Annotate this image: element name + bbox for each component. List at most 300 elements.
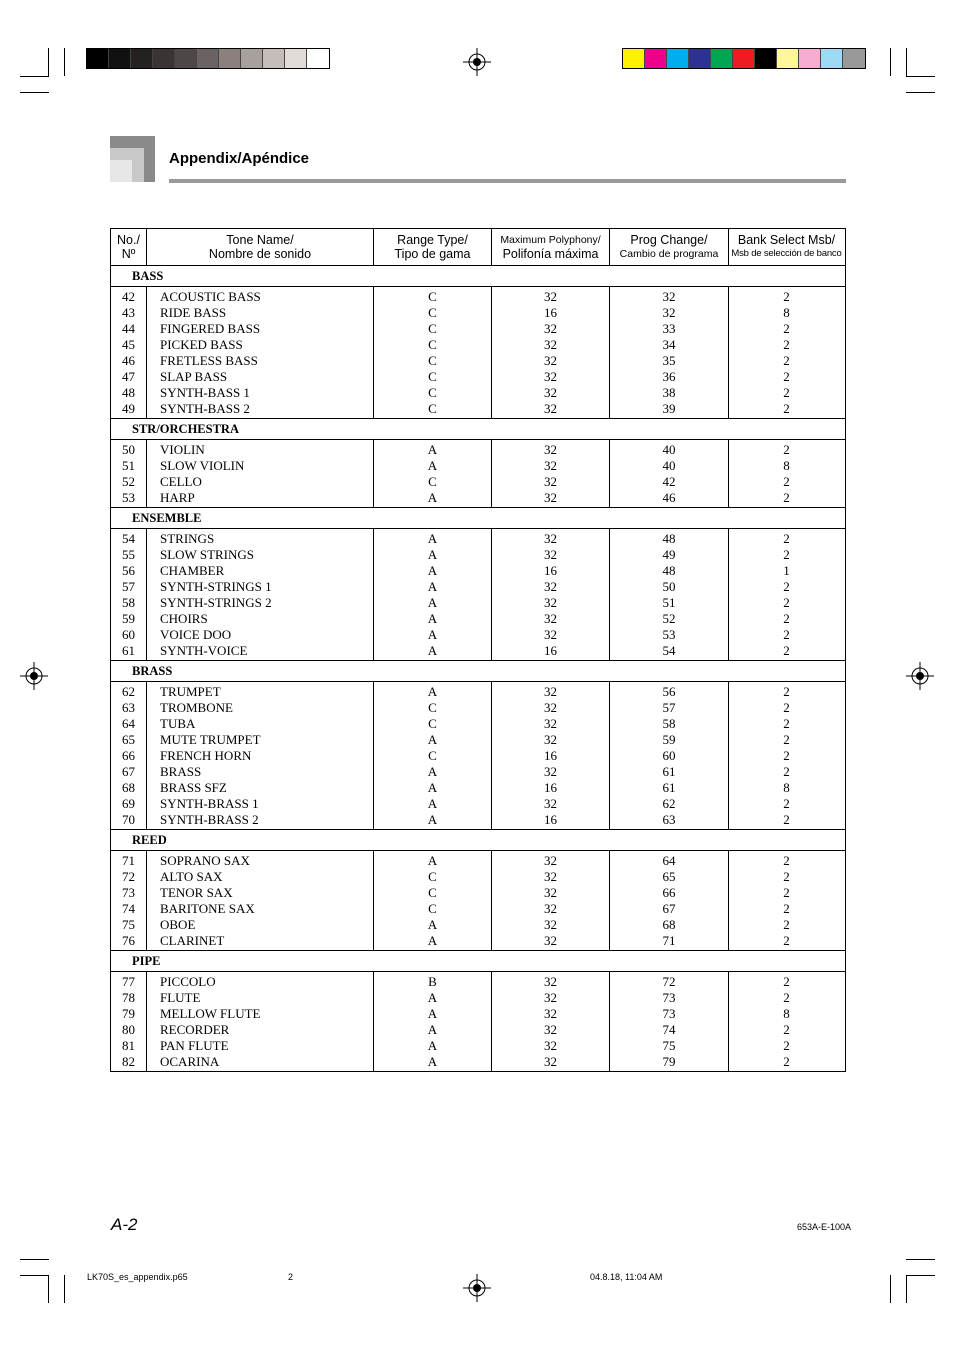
tone-number-cell: 47 bbox=[122, 369, 135, 384]
prog-change-cell: 66 bbox=[662, 885, 676, 900]
range-type-cell: C bbox=[428, 716, 437, 731]
tone-name-cell: SYNTH-STRINGS 2 bbox=[160, 595, 272, 610]
prog-change-cell: 49 bbox=[662, 547, 676, 562]
tone-number-cell: 62 bbox=[122, 684, 135, 699]
category-header: STR/ORCHESTRA bbox=[111, 419, 845, 440]
bank-select-msb-column bbox=[729, 287, 844, 418]
tone-number-cell: 72 bbox=[122, 869, 135, 884]
bank-select-msb-cell: 2 bbox=[783, 353, 790, 368]
tone-name-cell: OCARINA bbox=[160, 1054, 220, 1069]
prog-change-cell: 48 bbox=[662, 531, 676, 546]
calibration-swatch bbox=[821, 49, 843, 68]
document-code: 653A-E-100A bbox=[797, 1222, 852, 1232]
prog-change-cell: 79 bbox=[662, 1054, 676, 1069]
max-polyphony-cell: 16 bbox=[544, 563, 557, 578]
prog-change-cell: 71 bbox=[662, 933, 676, 948]
tone-group bbox=[111, 972, 845, 1071]
tone-name-cell: RECORDER bbox=[160, 1022, 230, 1037]
range-type-column bbox=[374, 972, 492, 1071]
tone-number-cell: 58 bbox=[122, 595, 135, 610]
tone-number-cell: 75 bbox=[122, 917, 135, 932]
range-type-column bbox=[374, 682, 492, 829]
max-polyphony-cell: 32 bbox=[544, 700, 557, 715]
bank-select-msb-cell: 2 bbox=[783, 885, 790, 900]
header-line: Prog Change/ bbox=[630, 233, 708, 247]
prog-change-cell: 67 bbox=[662, 901, 676, 916]
tone-number-cell: 45 bbox=[122, 337, 135, 352]
calibration-swatch bbox=[843, 49, 865, 68]
tone-name-cell: SOPRANO SAX bbox=[160, 853, 250, 868]
prog-change-cell: 74 bbox=[662, 1022, 676, 1037]
bank-select-msb-cell: 2 bbox=[783, 748, 790, 763]
max-polyphony-cell: 32 bbox=[544, 547, 557, 562]
max-polyphony-cell: 16 bbox=[544, 780, 557, 795]
tone-group bbox=[111, 682, 845, 830]
tone-number-cell: 59 bbox=[122, 611, 135, 626]
tone-name-column bbox=[147, 972, 374, 1071]
tone-number-cell: 82 bbox=[122, 1054, 135, 1069]
tone-number-cell: 71 bbox=[122, 853, 135, 868]
range-type-cell: A bbox=[427, 595, 438, 610]
header-line: Nº bbox=[121, 247, 136, 261]
max-polyphony-cell: 32 bbox=[544, 885, 557, 900]
tone-number-cell: 69 bbox=[122, 796, 135, 811]
header-line: Tone Name/ bbox=[226, 233, 294, 247]
bank-select-msb-column bbox=[729, 972, 844, 1071]
max-polyphony-column bbox=[492, 972, 610, 1071]
prog-change-cell: 34 bbox=[662, 337, 676, 352]
range-type-cell: C bbox=[428, 321, 437, 336]
range-type-cell: C bbox=[428, 869, 437, 884]
header-rule bbox=[169, 179, 846, 183]
prog-change-cell: 40 bbox=[662, 458, 676, 473]
header-line: Msb de selección de banco bbox=[731, 248, 842, 259]
max-polyphony-column bbox=[492, 440, 610, 507]
range-type-cell: A bbox=[427, 732, 438, 747]
crop-mark bbox=[64, 1275, 65, 1303]
calibration-swatch bbox=[109, 49, 131, 68]
tone-name-cell: SLOW VIOLIN bbox=[160, 458, 245, 473]
prog-change-cell: 72 bbox=[662, 974, 676, 989]
crop-mark bbox=[20, 92, 49, 93]
tone-name-cell: SYNTH-BRASS 2 bbox=[160, 812, 259, 827]
category-header: BRASS bbox=[111, 661, 845, 682]
prog-change-cell: 46 bbox=[662, 490, 676, 505]
bank-select-msb-cell: 8 bbox=[783, 1006, 790, 1021]
bank-select-msb-cell: 8 bbox=[783, 305, 790, 320]
tone-name-cell: PICKED BASS bbox=[160, 337, 243, 352]
range-type-cell: C bbox=[428, 369, 437, 384]
tone-name-cell: BRASS bbox=[160, 764, 202, 779]
tone-name-cell: SYNTH-BASS 2 bbox=[160, 401, 250, 416]
range-type-column bbox=[374, 529, 492, 660]
range-type-column bbox=[374, 440, 492, 507]
tone-number-cell: 56 bbox=[122, 563, 135, 578]
max-polyphony-cell: 32 bbox=[544, 716, 557, 731]
max-polyphony-cell: 32 bbox=[544, 1038, 557, 1053]
range-type-cell: A bbox=[427, 1054, 438, 1069]
bank-select-msb-cell: 2 bbox=[783, 732, 790, 747]
tone-number-cell: 60 bbox=[122, 627, 135, 642]
tone-number-cell: 48 bbox=[122, 385, 135, 400]
bank-select-msb-cell: 2 bbox=[783, 853, 790, 868]
prog-change-cell: 64 bbox=[662, 853, 676, 868]
bank-select-msb-cell: 2 bbox=[783, 974, 790, 989]
calibration-swatch bbox=[645, 49, 667, 68]
category-header: ENSEMBLE bbox=[111, 508, 845, 529]
prog-change-cell: 51 bbox=[662, 595, 676, 610]
tone-number-cell: 81 bbox=[122, 1038, 135, 1053]
max-polyphony-cell: 32 bbox=[544, 853, 557, 868]
tone-number-cell: 70 bbox=[122, 812, 135, 827]
range-type-cell: A bbox=[427, 563, 438, 578]
max-polyphony-cell: 32 bbox=[544, 474, 557, 489]
calibration-swatch bbox=[87, 49, 109, 68]
max-polyphony-cell: 32 bbox=[544, 1022, 557, 1037]
max-polyphony-cell: 16 bbox=[544, 305, 557, 320]
bank-select-msb-cell: 2 bbox=[783, 643, 790, 658]
max-polyphony-cell: 32 bbox=[544, 401, 557, 416]
tone-number-cell: 57 bbox=[122, 579, 135, 594]
tone-number-cell: 49 bbox=[122, 401, 135, 416]
bank-select-msb-cell: 2 bbox=[783, 579, 790, 594]
prog-change-cell: 36 bbox=[662, 369, 676, 384]
tone-number-cell: 54 bbox=[122, 531, 135, 546]
bank-select-msb-cell: 2 bbox=[783, 1038, 790, 1053]
bank-select-msb-cell: 2 bbox=[783, 933, 790, 948]
page-title: Appendix/Apéndice bbox=[169, 150, 310, 167]
crop-mark bbox=[48, 1275, 49, 1303]
tone-name-cell: CLARINET bbox=[160, 933, 225, 948]
header-line: No./ bbox=[117, 233, 140, 247]
range-type-column bbox=[374, 851, 492, 950]
tone-name-cell: SYNTH-BASS 1 bbox=[160, 385, 250, 400]
bank-select-msb-column bbox=[729, 529, 844, 660]
range-type-cell: C bbox=[428, 748, 437, 763]
prog-change-cell: 60 bbox=[662, 748, 676, 763]
bank-select-msb-cell: 2 bbox=[783, 531, 790, 546]
tone-name-cell: STRINGS bbox=[160, 531, 215, 546]
tone-number-cell: 55 bbox=[122, 547, 135, 562]
calibration-swatch bbox=[777, 49, 799, 68]
max-polyphony-cell: 16 bbox=[544, 812, 557, 827]
prog-change-cell: 73 bbox=[662, 1006, 676, 1021]
registration-mark-icon bbox=[463, 48, 491, 76]
calibration-swatch bbox=[131, 49, 153, 68]
range-type-cell: C bbox=[428, 901, 437, 916]
tone-number-cell: 74 bbox=[122, 901, 135, 916]
category-header: REED bbox=[111, 830, 845, 851]
calibration-swatch bbox=[175, 49, 197, 68]
tone-group bbox=[111, 529, 845, 661]
registration-mark-icon bbox=[906, 662, 934, 690]
tone-number-cell: 52 bbox=[122, 474, 135, 489]
crop-mark bbox=[20, 1275, 49, 1276]
bank-select-msb-cell: 2 bbox=[783, 490, 790, 505]
max-polyphony-cell: 32 bbox=[544, 990, 557, 1005]
calibration-swatch bbox=[263, 49, 285, 68]
prog-change-column bbox=[610, 851, 729, 950]
crop-mark bbox=[906, 48, 907, 76]
crop-mark bbox=[64, 48, 65, 76]
calibration-swatch bbox=[219, 49, 241, 68]
calibration-swatch bbox=[711, 49, 733, 68]
bank-select-msb-cell: 2 bbox=[783, 401, 790, 416]
range-type-cell: A bbox=[427, 764, 438, 779]
tone-number-cell: 51 bbox=[122, 458, 135, 473]
range-type-cell: C bbox=[428, 353, 437, 368]
tone-name-column bbox=[147, 529, 374, 660]
range-type-cell: A bbox=[427, 1022, 438, 1037]
tone-name-column bbox=[147, 851, 374, 950]
tone-number-cell: 61 bbox=[122, 643, 135, 658]
range-type-cell: A bbox=[427, 684, 438, 699]
tone-name-cell: ACOUSTIC BASS bbox=[160, 289, 261, 304]
tone-name-cell: BARITONE SAX bbox=[160, 901, 255, 916]
header-line: Range Type/ bbox=[397, 233, 468, 247]
max-polyphony-cell: 32 bbox=[544, 490, 557, 505]
tone-number-column bbox=[111, 287, 147, 418]
tone-number-cell: 46 bbox=[122, 353, 135, 368]
header-line: Bank Select Msb/ bbox=[737, 233, 836, 247]
crop-mark bbox=[890, 1275, 891, 1303]
bank-select-msb-cell: 2 bbox=[783, 442, 790, 457]
header-decoration bbox=[110, 160, 132, 182]
tone-number-column bbox=[111, 440, 147, 507]
tone-number-cell: 43 bbox=[122, 305, 135, 320]
timestamp: 04.8.18, 11:04 AM bbox=[590, 1272, 663, 1282]
sheet-number: 2 bbox=[288, 1272, 294, 1282]
crop-mark bbox=[906, 1275, 907, 1303]
range-type-cell: A bbox=[427, 1038, 438, 1053]
prog-change-cell: 61 bbox=[662, 764, 676, 779]
bank-select-msb-cell: 2 bbox=[783, 869, 790, 884]
max-polyphony-cell: 32 bbox=[544, 531, 557, 546]
prog-change-cell: 53 bbox=[662, 627, 676, 642]
bank-select-msb-cell: 2 bbox=[783, 764, 790, 779]
range-type-cell: A bbox=[427, 442, 438, 457]
tone-name-cell: TENOR SAX bbox=[160, 885, 233, 900]
calibration-swatch bbox=[689, 49, 711, 68]
range-type-cell: A bbox=[427, 796, 438, 811]
tone-name-cell: MUTE TRUMPET bbox=[160, 732, 261, 747]
tone-number-cell: 80 bbox=[122, 1022, 135, 1037]
range-type-cell: C bbox=[428, 385, 437, 400]
tone-name-cell: CHOIRS bbox=[160, 611, 208, 626]
bank-select-msb-cell: 2 bbox=[783, 385, 790, 400]
range-type-cell: A bbox=[427, 458, 438, 473]
max-polyphony-column bbox=[492, 287, 610, 418]
prog-change-cell: 68 bbox=[662, 917, 676, 932]
max-polyphony-cell: 32 bbox=[544, 611, 557, 626]
tone-number-cell: 73 bbox=[122, 885, 135, 900]
range-type-cell: B bbox=[428, 974, 437, 989]
bank-select-msb-cell: 2 bbox=[783, 812, 790, 827]
max-polyphony-cell: 32 bbox=[544, 442, 557, 457]
calibration-swatch bbox=[307, 49, 329, 68]
range-type-cell: A bbox=[427, 853, 438, 868]
calibration-swatch bbox=[285, 49, 307, 68]
max-polyphony-cell: 32 bbox=[544, 595, 557, 610]
calibration-swatch bbox=[667, 49, 689, 68]
bank-select-msb-cell: 2 bbox=[783, 369, 790, 384]
tone-number-cell: 64 bbox=[122, 716, 135, 731]
range-type-column bbox=[374, 287, 492, 418]
bank-select-msb-cell: 2 bbox=[783, 917, 790, 932]
range-type-cell: A bbox=[427, 1006, 438, 1021]
max-polyphony-cell: 32 bbox=[544, 458, 557, 473]
crop-mark bbox=[906, 1259, 935, 1260]
max-polyphony-cell: 32 bbox=[544, 353, 557, 368]
max-polyphony-cell: 32 bbox=[544, 321, 557, 336]
tone-number-cell: 44 bbox=[122, 321, 135, 336]
tone-number-column bbox=[111, 972, 147, 1071]
tone-name-column bbox=[147, 287, 374, 418]
max-polyphony-column bbox=[492, 851, 610, 950]
calibration-swatch bbox=[153, 49, 175, 68]
max-polyphony-cell: 32 bbox=[544, 796, 557, 811]
tone-number-column bbox=[111, 851, 147, 950]
tone-name-cell: HARP bbox=[160, 490, 195, 505]
tone-name-cell: TROMBONE bbox=[160, 700, 233, 715]
color-calibration-bar bbox=[622, 48, 866, 69]
tone-name-cell: TRUMPET bbox=[160, 684, 221, 699]
tone-number-cell: 79 bbox=[122, 1006, 135, 1021]
range-type-cell: C bbox=[428, 885, 437, 900]
calibration-swatch bbox=[623, 49, 645, 68]
tone-number-cell: 63 bbox=[122, 700, 135, 715]
max-polyphony-cell: 32 bbox=[544, 579, 557, 594]
header-tone-name bbox=[147, 229, 374, 265]
bank-select-msb-cell: 2 bbox=[783, 337, 790, 352]
bank-select-msb-cell: 2 bbox=[783, 684, 790, 699]
range-type-cell: C bbox=[428, 289, 437, 304]
max-polyphony-cell: 32 bbox=[544, 369, 557, 384]
crop-mark bbox=[906, 76, 935, 77]
category-header: PIPE bbox=[111, 951, 845, 972]
tone-name-cell: PAN FLUTE bbox=[160, 1038, 229, 1053]
prog-change-cell: 32 bbox=[662, 289, 676, 304]
max-polyphony-cell: 32 bbox=[544, 289, 557, 304]
max-polyphony-cell: 16 bbox=[544, 748, 557, 763]
prog-change-cell: 61 bbox=[662, 780, 676, 795]
prog-change-cell: 63 bbox=[662, 812, 676, 827]
bank-select-msb-cell: 2 bbox=[783, 474, 790, 489]
range-type-cell: C bbox=[428, 474, 437, 489]
header-line: Cambio de programa bbox=[619, 248, 719, 260]
registration-mark-icon bbox=[20, 662, 48, 690]
category-header: BASS bbox=[111, 266, 845, 287]
bank-select-msb-cell: 8 bbox=[783, 780, 790, 795]
tone-name-cell: VIOLIN bbox=[160, 442, 205, 457]
bank-select-msb-column bbox=[729, 440, 844, 507]
tone-number-cell: 77 bbox=[122, 974, 135, 989]
range-type-cell: A bbox=[427, 917, 438, 932]
header-max-polyphony bbox=[492, 229, 610, 265]
bank-select-msb-cell: 2 bbox=[783, 627, 790, 642]
tone-number-cell: 76 bbox=[122, 933, 135, 948]
crop-mark bbox=[906, 92, 935, 93]
range-type-cell: A bbox=[427, 933, 438, 948]
tone-table bbox=[110, 228, 846, 1072]
prog-change-cell: 32 bbox=[662, 305, 676, 320]
max-polyphony-cell: 32 bbox=[544, 627, 557, 642]
max-polyphony-cell: 32 bbox=[544, 1006, 557, 1021]
crop-mark bbox=[890, 48, 891, 76]
range-type-cell: A bbox=[427, 780, 438, 795]
prog-change-cell: 56 bbox=[662, 684, 676, 699]
max-polyphony-cell: 32 bbox=[544, 1054, 557, 1069]
tone-name-cell: PICCOLO bbox=[160, 974, 216, 989]
crop-mark bbox=[48, 48, 49, 76]
bank-select-msb-cell: 2 bbox=[783, 1022, 790, 1037]
range-type-cell: A bbox=[427, 531, 438, 546]
calibration-swatch bbox=[197, 49, 219, 68]
prog-change-cell: 50 bbox=[662, 579, 676, 594]
header-prog-change bbox=[610, 229, 729, 265]
range-type-cell: A bbox=[427, 990, 438, 1005]
prog-change-cell: 58 bbox=[662, 716, 676, 731]
max-polyphony-cell: 32 bbox=[544, 933, 557, 948]
tone-name-cell: MELLOW FLUTE bbox=[160, 1006, 261, 1021]
header-line: Nombre de sonido bbox=[208, 247, 312, 261]
calibration-swatch bbox=[755, 49, 777, 68]
tone-number-cell: 53 bbox=[122, 490, 135, 505]
range-type-cell: A bbox=[427, 812, 438, 827]
bank-select-msb-cell: 2 bbox=[783, 321, 790, 336]
max-polyphony-cell: 32 bbox=[544, 901, 557, 916]
page-number: A-2 bbox=[111, 1215, 138, 1234]
tone-name-cell: FRETLESS BASS bbox=[160, 353, 258, 368]
tone-name-cell: TUBA bbox=[160, 716, 196, 731]
prog-change-cell: 52 bbox=[662, 611, 676, 626]
tone-number-column bbox=[111, 529, 147, 660]
range-type-cell: A bbox=[427, 611, 438, 626]
bank-select-msb-cell: 2 bbox=[783, 990, 790, 1005]
prog-change-cell: 39 bbox=[662, 401, 676, 416]
tone-name-cell: FRENCH HORN bbox=[160, 748, 252, 763]
calibration-swatch bbox=[733, 49, 755, 68]
header-line: Polifonía máxima bbox=[502, 247, 599, 261]
tone-name-cell: SYNTH-STRINGS 1 bbox=[160, 579, 272, 594]
file-name: LK70S_es_appendix.p65 bbox=[87, 1272, 188, 1282]
header-bank-select bbox=[729, 229, 844, 265]
prog-change-cell: 62 bbox=[662, 796, 676, 811]
tone-name-cell: CELLO bbox=[160, 474, 202, 489]
prog-change-cell: 75 bbox=[662, 1038, 676, 1053]
tone-number-cell: 78 bbox=[122, 990, 135, 1005]
prog-change-column bbox=[610, 287, 729, 418]
tone-group bbox=[111, 851, 845, 951]
tone-number-cell: 42 bbox=[122, 289, 135, 304]
registration-mark-icon bbox=[463, 1274, 491, 1302]
max-polyphony-cell: 32 bbox=[544, 732, 557, 747]
bank-select-msb-cell: 2 bbox=[783, 700, 790, 715]
tone-name-column bbox=[147, 440, 374, 507]
max-polyphony-cell: 32 bbox=[544, 869, 557, 884]
tone-name-cell: SYNTH-VOICE bbox=[160, 643, 248, 658]
range-type-cell: C bbox=[428, 700, 437, 715]
bank-select-msb-column bbox=[729, 682, 844, 829]
crop-mark bbox=[20, 1259, 49, 1260]
tone-name-cell: BRASS SFZ bbox=[160, 780, 227, 795]
max-polyphony-cell: 32 bbox=[544, 764, 557, 779]
tone-name-cell: SLAP BASS bbox=[160, 369, 228, 384]
calibration-swatch bbox=[241, 49, 263, 68]
tone-number-cell: 50 bbox=[122, 442, 135, 457]
tone-number-cell: 67 bbox=[122, 764, 135, 779]
tone-name-cell: FINGERED BASS bbox=[160, 321, 261, 336]
